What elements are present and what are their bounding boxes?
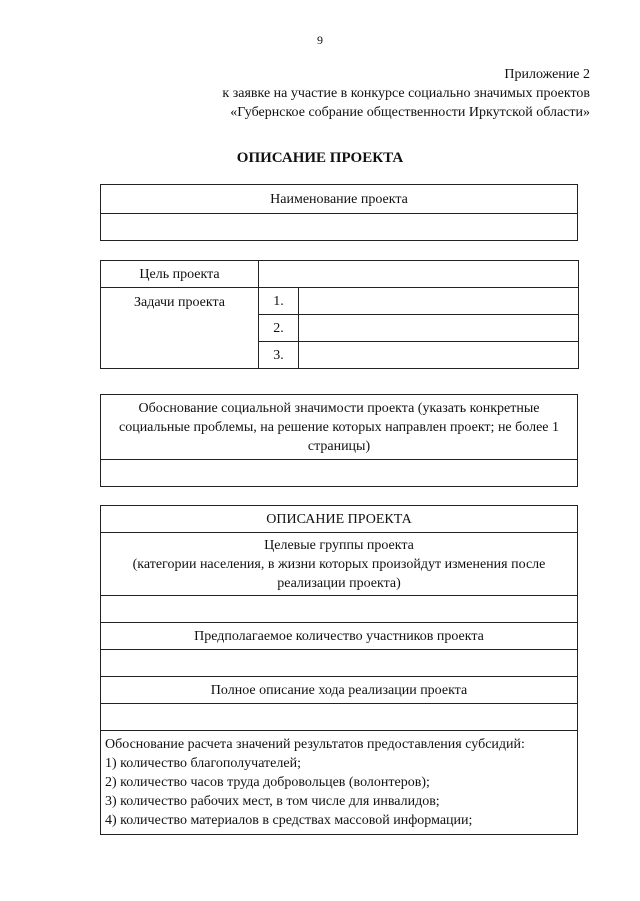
project-name-table xyxy=(100,184,578,241)
participants-label: Предполагаемое количество участников проекта xyxy=(101,623,578,650)
project-name-field[interactable] xyxy=(101,214,578,241)
task-number: 3. xyxy=(259,342,299,369)
target-groups-cell xyxy=(101,533,578,596)
annex-line-1: Приложение 2 xyxy=(504,67,590,82)
justification-table xyxy=(100,394,578,487)
tasks-label: Задачи проекта xyxy=(101,288,259,369)
annex-line-2: к заявке на участие в конкурсе социально значимых проектов xyxy=(222,86,590,101)
annex-header xyxy=(222,65,590,122)
justification-field[interactable] xyxy=(101,460,578,487)
goals-table xyxy=(100,260,579,369)
page-number: 9 xyxy=(317,33,323,47)
results-cell xyxy=(101,731,578,835)
progress-field[interactable] xyxy=(101,704,578,731)
results-intro: Обоснование расчета значений результатов предоставления субсидий: xyxy=(105,737,525,752)
description-header: ОПИСАНИЕ ПРОЕКТА xyxy=(101,506,578,533)
target-groups-title: Целевые группы проекта xyxy=(264,537,414,553)
results-item: 2) количество часов труда добровольцев (волонтеров); xyxy=(105,775,430,790)
task-field-1[interactable] xyxy=(299,288,579,315)
progress-label: Полное описание хода реализации проекта xyxy=(101,677,578,704)
goal-label: Цель проекта xyxy=(101,261,259,288)
task-number: 1. xyxy=(259,288,299,315)
participants-field[interactable] xyxy=(101,650,578,677)
annex-line-3: «Губернское собрание общественности Иркутской области» xyxy=(230,105,590,120)
results-item: 3) количество рабочих мест, в том числе для инвалидов; xyxy=(105,794,440,809)
justification-header: Обоснование социальной значимости проекта (указать конкретные социальные проблемы, на решение которых направлен проект; не более 1 страницы) xyxy=(101,395,578,460)
target-groups-note: (категории населения, в жизни которых произойдут изменения после реализации проекта) xyxy=(132,556,546,591)
task-field-3[interactable] xyxy=(299,342,579,369)
results-item: 4) количество материалов в средствах массовой информации; xyxy=(105,813,473,828)
task-number: 2. xyxy=(259,315,299,342)
results-item: 1) количество благополучателей; xyxy=(105,756,301,771)
description-table xyxy=(100,505,578,835)
target-groups-field[interactable] xyxy=(101,596,578,623)
document-title: ОПИСАНИЕ ПРОЕКТА xyxy=(236,150,404,166)
goal-field[interactable] xyxy=(259,261,579,288)
task-field-2[interactable] xyxy=(299,315,579,342)
project-name-header: Наименование проекта xyxy=(101,185,578,214)
